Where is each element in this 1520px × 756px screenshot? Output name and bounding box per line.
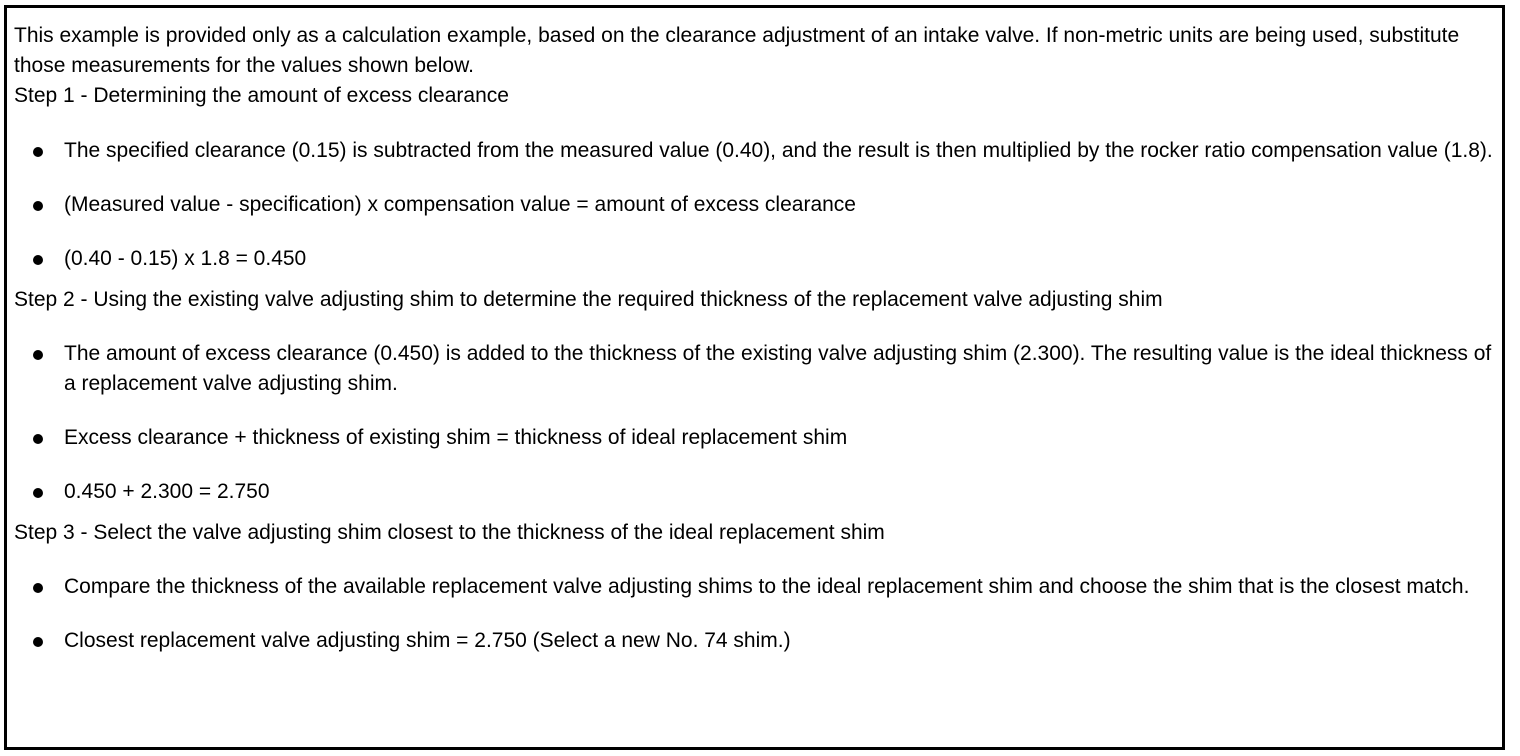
bullet-icon bbox=[33, 434, 43, 444]
step-1-heading: Step 1 - Determining the amount of excess clearance bbox=[14, 84, 509, 107]
list-item bbox=[14, 423, 1494, 453]
list-item-text: 0.450 + 2.300 = 2.750 bbox=[64, 480, 270, 503]
list-item-text: The specified clearance (0.15) is subtracted from the measured value (0.40), and the result is then multiplied by the rocker ratio compensation value (1.8). bbox=[64, 139, 1493, 162]
intro-paragraph: This example is provided only as a calculation example, based on the clearance adjustment of an intake valve. If non-metric units are being used, substitute those measurements for the values shown below. bbox=[14, 24, 1460, 77]
step-3 bbox=[14, 518, 1494, 656]
list-item-text: The amount of excess clearance (0.450) is added to the thickness of the existing valve adjusting shim (2.300). The resulting value is the ideal thickness of a replacement valve adjusting shim. bbox=[64, 342, 1492, 395]
list-item bbox=[14, 190, 1494, 220]
bullet-icon bbox=[33, 201, 43, 211]
list-item-text: (Measured value - specification) x compensation value = amount of excess clearance bbox=[64, 193, 856, 216]
list-item bbox=[14, 572, 1494, 602]
step-3-heading: Step 3 - Select the valve adjusting shim closest to the thickness of the ideal replacement shim bbox=[14, 521, 885, 544]
step-1-bullets bbox=[14, 136, 1494, 274]
step-3-bullets bbox=[14, 572, 1494, 656]
list-item-text: (0.40 - 0.15) x 1.8 = 0.450 bbox=[64, 247, 307, 270]
step-2-bullets bbox=[14, 339, 1494, 507]
bullet-icon bbox=[33, 147, 43, 157]
list-item bbox=[14, 626, 1494, 656]
list-item bbox=[14, 244, 1494, 274]
bullet-icon bbox=[33, 583, 43, 593]
bullet-icon bbox=[33, 637, 43, 647]
list-item-text: Excess clearance + thickness of existing shim = thickness of ideal replacement shim bbox=[64, 426, 848, 449]
list-item bbox=[14, 136, 1494, 166]
list-item-text: Compare the thickness of the available replacement valve adjusting shims to the ideal replacement shim and choose the shim that is the closest match. bbox=[64, 575, 1470, 598]
bullet-icon bbox=[33, 350, 43, 360]
list-item-text: Closest replacement valve adjusting shim = 2.750 (Select a new No. 74 shim.) bbox=[64, 629, 791, 652]
bullet-icon bbox=[33, 255, 43, 265]
bullet-icon bbox=[33, 488, 43, 498]
list-item bbox=[14, 477, 1494, 507]
document-frame bbox=[4, 5, 1505, 750]
list-item bbox=[14, 339, 1494, 399]
step-2 bbox=[14, 285, 1494, 507]
step-2-heading: Step 2 - Using the existing valve adjusting shim to determine the required thickness of the replacement valve adjusting shim bbox=[14, 288, 1163, 311]
step-1 bbox=[14, 81, 1494, 274]
